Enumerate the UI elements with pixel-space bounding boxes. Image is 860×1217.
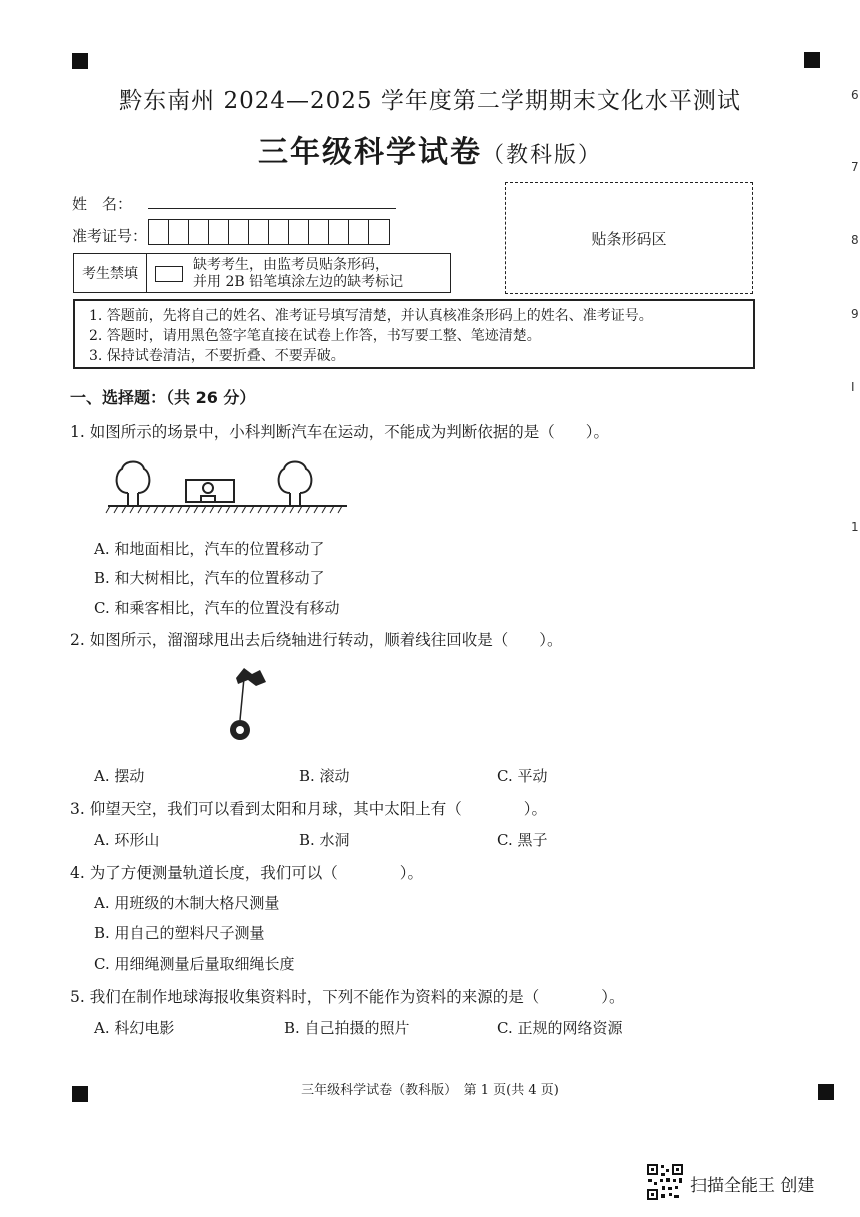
exam-number-grid[interactable] [148, 219, 390, 245]
page-footer: 三年级科学试卷（教科版） 第 1 页(共 4 页) [301, 1083, 559, 1098]
instruction-item: 2. 答题时，请用黑色签字笔直接在试卷上作答，书写要工整、笔迹清楚。 [89, 328, 541, 344]
option: B. 用自己的塑料尺子测量 [94, 924, 265, 942]
absent-instructions: 缺考考生，由监考员贴条形码， 并用 2B 铅笔填涂左边的缺考标记 [193, 257, 404, 290]
question-stem: 5. 我们在制作地球海报收集资料时，下列不能作为资料的来源的是（ ）。 [70, 988, 625, 1006]
option: C. 平动 [497, 767, 548, 785]
option: C. 用细绳测量后量取细绳长度 [94, 955, 295, 973]
instruction-item: 1. 答题前，先将自己的姓名、准考证号填写清楚，并认真核准条形码上的姓名、准考证号。 [89, 308, 653, 324]
yoyo-figure [222, 662, 272, 744]
digit-cell[interactable] [269, 220, 289, 244]
registration-mark-top-right [804, 52, 820, 68]
edition-label: （教科版） [481, 143, 602, 168]
question-stem: 4. 为了方便测量轨道长度，我们可以（ ）。 [70, 864, 423, 882]
registration-mark-top-left [72, 53, 88, 69]
side-number: 7 [851, 160, 859, 174]
subject-title: 三年级科学试卷 [257, 135, 482, 170]
digit-cell[interactable] [149, 220, 169, 244]
section-title: 一、选择题：（共 26 分） [70, 388, 256, 407]
option: B. 自己拍摄的照片 [284, 1019, 410, 1037]
exam-number-label: 准考证号： [72, 227, 148, 245]
option: C. 黑子 [497, 831, 548, 849]
digit-cell[interactable] [209, 220, 229, 244]
option: C. 正规的网络资源 [497, 1019, 623, 1037]
name-field[interactable] [148, 208, 396, 209]
option: A. 环形山 [94, 831, 160, 849]
side-number: 6 [851, 88, 859, 102]
barcode-area [505, 182, 753, 294]
car-scene-figure [100, 455, 350, 517]
side-number: 8 [851, 233, 859, 247]
digit-cell[interactable] [169, 220, 189, 244]
digit-cell[interactable] [229, 220, 249, 244]
option: B. 滚动 [299, 767, 350, 785]
name-label: 姓 名： [72, 195, 133, 213]
option: B. 和大树相比，汽车的位置移动了 [94, 569, 325, 587]
option: C. 和乘客相比，汽车的位置没有移动 [94, 599, 340, 617]
absent-mark-checkbox[interactable] [155, 266, 183, 282]
absent-box [73, 253, 451, 293]
question-stem: 2. 如图所示，溜溜球甩出去后绕轴进行转动，顺着线往回收是（ ）。 [70, 631, 563, 649]
digit-cell[interactable] [189, 220, 209, 244]
option: A. 用班级的木制大格尺测量 [94, 894, 280, 912]
digit-cell[interactable] [249, 220, 269, 244]
digit-cell[interactable] [369, 220, 389, 244]
qr-code-icon [646, 1163, 684, 1201]
instruction-item: 3. 保持试卷清洁，不要折叠、不要弄破。 [89, 348, 345, 364]
exam-subtitle [0, 127, 860, 171]
exam-title: 黔东南州 2024—2025 学年度第二学期期末文化水平测试 [119, 88, 741, 114]
option: B. 水洞 [299, 831, 350, 849]
option: A. 和地面相比，汽车的位置移动了 [94, 540, 325, 558]
digit-cell[interactable] [329, 220, 349, 244]
barcode-label: 贴条形码区 [591, 229, 667, 248]
question-stem: 1. 如图所示的场景中，小科判断汽车在运动，不能成为判断依据的是（ ）。 [70, 423, 609, 441]
digit-cell[interactable] [309, 220, 329, 244]
option: A. 科幻电影 [94, 1019, 175, 1037]
absent-header: 考生禁填 [74, 254, 147, 292]
question-stem: 3. 仰望天空，我们可以看到太阳和月球，其中太阳上有（ ）。 [70, 800, 547, 818]
side-number: 9 [851, 307, 859, 321]
instructions-box [73, 299, 755, 369]
option: A. 摆动 [94, 767, 145, 785]
digit-cell[interactable] [349, 220, 369, 244]
digit-cell[interactable] [289, 220, 309, 244]
scanner-watermark: 扫描全能王 创建 [690, 1176, 815, 1196]
side-number: I [851, 380, 855, 394]
side-number: 1 [851, 520, 859, 534]
